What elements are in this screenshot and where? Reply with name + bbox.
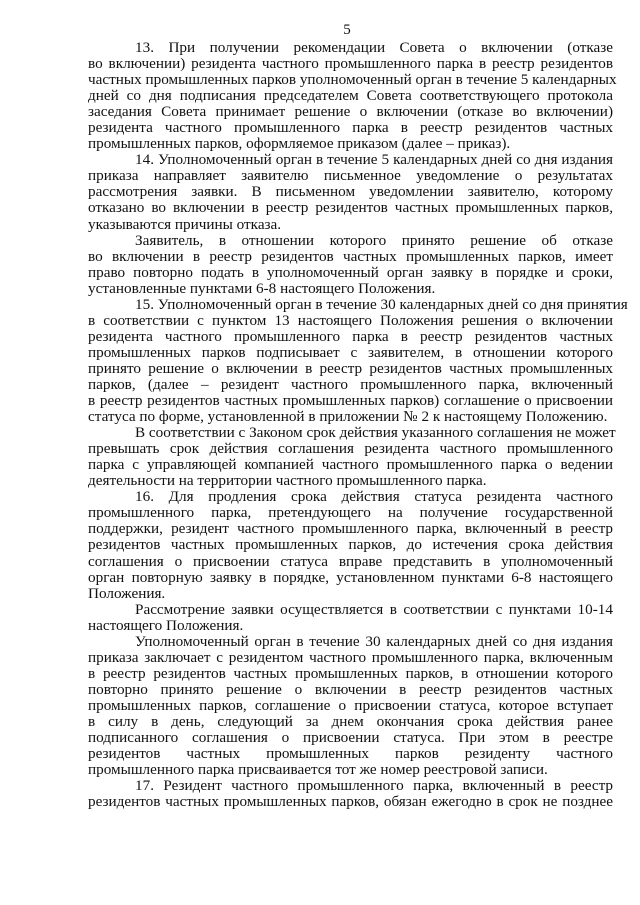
text-line: В соответствии с Законом срок действия указанного соглашения не может: [135, 424, 616, 442]
text-line: приказа заключает с резидентом частного промышленного парка, включенным: [88, 648, 613, 666]
text-line: резидентов частных промышленных парков резиденту частного: [88, 745, 613, 763]
text-line: отказано во включении в реестр резидентов частных промышленных парков,: [88, 199, 613, 217]
text-line: повторно принято решение о включении в реестр резидентов частных: [88, 680, 613, 698]
text-line: промышленных парков, оформляемое приказом (далее – приказ).: [88, 135, 511, 153]
text-line: промышленных парков, соглашение о присвоении статуса, которое вступает: [88, 696, 613, 714]
paragraph: [88, 233, 613, 297]
text-line: резидентов частных промышленных парков, до истечения срока действия: [88, 536, 613, 554]
text-line: 16. Для продления срока действия статуса резидента частного: [135, 488, 613, 506]
document-body: [88, 39, 628, 811]
text-line: соглашения о присвоении статуса вправе представить в уполномоченный: [88, 552, 613, 570]
text-line: промышленных парков подписывает с заявителем, в отношении которого: [88, 343, 613, 361]
paragraph: [88, 778, 613, 810]
text-line: парков, (далее – резидент частного промышленного парка, включенный: [88, 375, 613, 393]
text-line: промышленного парка, претендующего на получение государственной: [88, 504, 613, 522]
text-line: заседания Совета принимает решение о включении (отказе во включении): [88, 103, 613, 121]
text-line: Уполномоченный орган в течение 30 календарных дней со дня издания: [135, 632, 613, 650]
text-line: во включении в реестр резидентов частных промышленных парков, имеет: [88, 247, 613, 265]
text-line: указываются причины отказа.: [88, 215, 282, 233]
text-line: в соответствии с пунктом 13 настоящего Положения решения о включении: [88, 311, 613, 329]
paragraph: [88, 634, 613, 778]
text-line: право повторно подать в уполномоченный орган заявку в порядке и сроки,: [88, 263, 613, 281]
text-line: 14. Уполномоченный орган в течение 5 календарных дней со дня издания: [135, 151, 613, 169]
text-line: установленные пунктами 6-8 настоящего Положения.: [88, 279, 436, 297]
text-line: резидента частного промышленного парка в реестр резидентов частных: [88, 327, 613, 345]
paragraph: [88, 424, 616, 490]
text-line: резидента частного промышленного парка в реестр резидентов частных: [88, 119, 613, 137]
text-line: рассмотрения заявки. В письменном уведомлении заявителю, которому: [88, 183, 613, 201]
paragraph: [88, 295, 628, 426]
text-line: в реестр резидентов частных промышленных парков) соглашение о присвоении: [88, 392, 613, 410]
text-line: Рассмотрение заявки осуществляется в соответствии с пунктами 10-14: [135, 600, 613, 618]
text-line: статуса по форме, установленной в приложении № 2 к настоящему Положению.: [88, 408, 608, 426]
page-number: 5: [343, 22, 351, 38]
text-line: дней со дня подписания председателем Совета соответствующего протокола: [88, 87, 613, 105]
text-line: резидентов частных промышленных парков, обязан ежегодно в срок не позднее: [88, 793, 613, 811]
paragraph: [88, 602, 613, 634]
text-line: в силу в день, следующий за днем окончания срока действия ранее: [88, 712, 613, 730]
text-line: парка с управляющей компанией частного промышленного парка о ведении: [88, 456, 613, 474]
paragraph: [88, 489, 613, 601]
text-line: настоящего Положения.: [88, 616, 244, 634]
text-line: Заявитель, в отношении которого принято решение об отказе: [135, 231, 613, 249]
text-line: промышленного парка присваивается тот же номер реестровой записи.: [88, 761, 548, 779]
text-line: 13. При получении рекомендации Совета о включении (отказе: [135, 39, 613, 56]
text-line: превышать срок действия соглашения резидента частного промышленного: [88, 440, 613, 458]
text-line: 17. Резидент частного промышленного парка, включенный в реестр: [135, 777, 613, 795]
text-line: поддержки, резидент частного промышленного парка, включенный в реестр: [88, 520, 613, 538]
text-line: подписанного соглашения о присвоении статуса. При этом в реестре: [88, 729, 613, 747]
paragraph: [88, 152, 613, 232]
text-line: 15. Уполномоченный орган в течение 30 календарных дней со дня принятия: [135, 295, 628, 313]
text-line: деятельности на территории частного промышленного парка.: [88, 472, 487, 490]
text-line: во включении) резидента частного промышленного парка в реестр резидентов: [88, 55, 613, 73]
text-line: принято решение о включении в реестр резидентов частных промышленных: [88, 359, 613, 377]
text-line: Положения.: [88, 584, 166, 602]
text-line: приказа направляет заявителю письменное уведомление о результатах: [88, 167, 613, 185]
text-line: орган повторную заявку в порядке, установленном пунктами 6-8 настоящего: [88, 568, 613, 586]
paragraph: [88, 39, 617, 153]
text-line: частных промышленных парков уполномоченный орган в течение 5 календарных: [88, 71, 617, 89]
text-line: в реестр резидентов частных промышленных парков, в отношении которого: [88, 664, 613, 682]
